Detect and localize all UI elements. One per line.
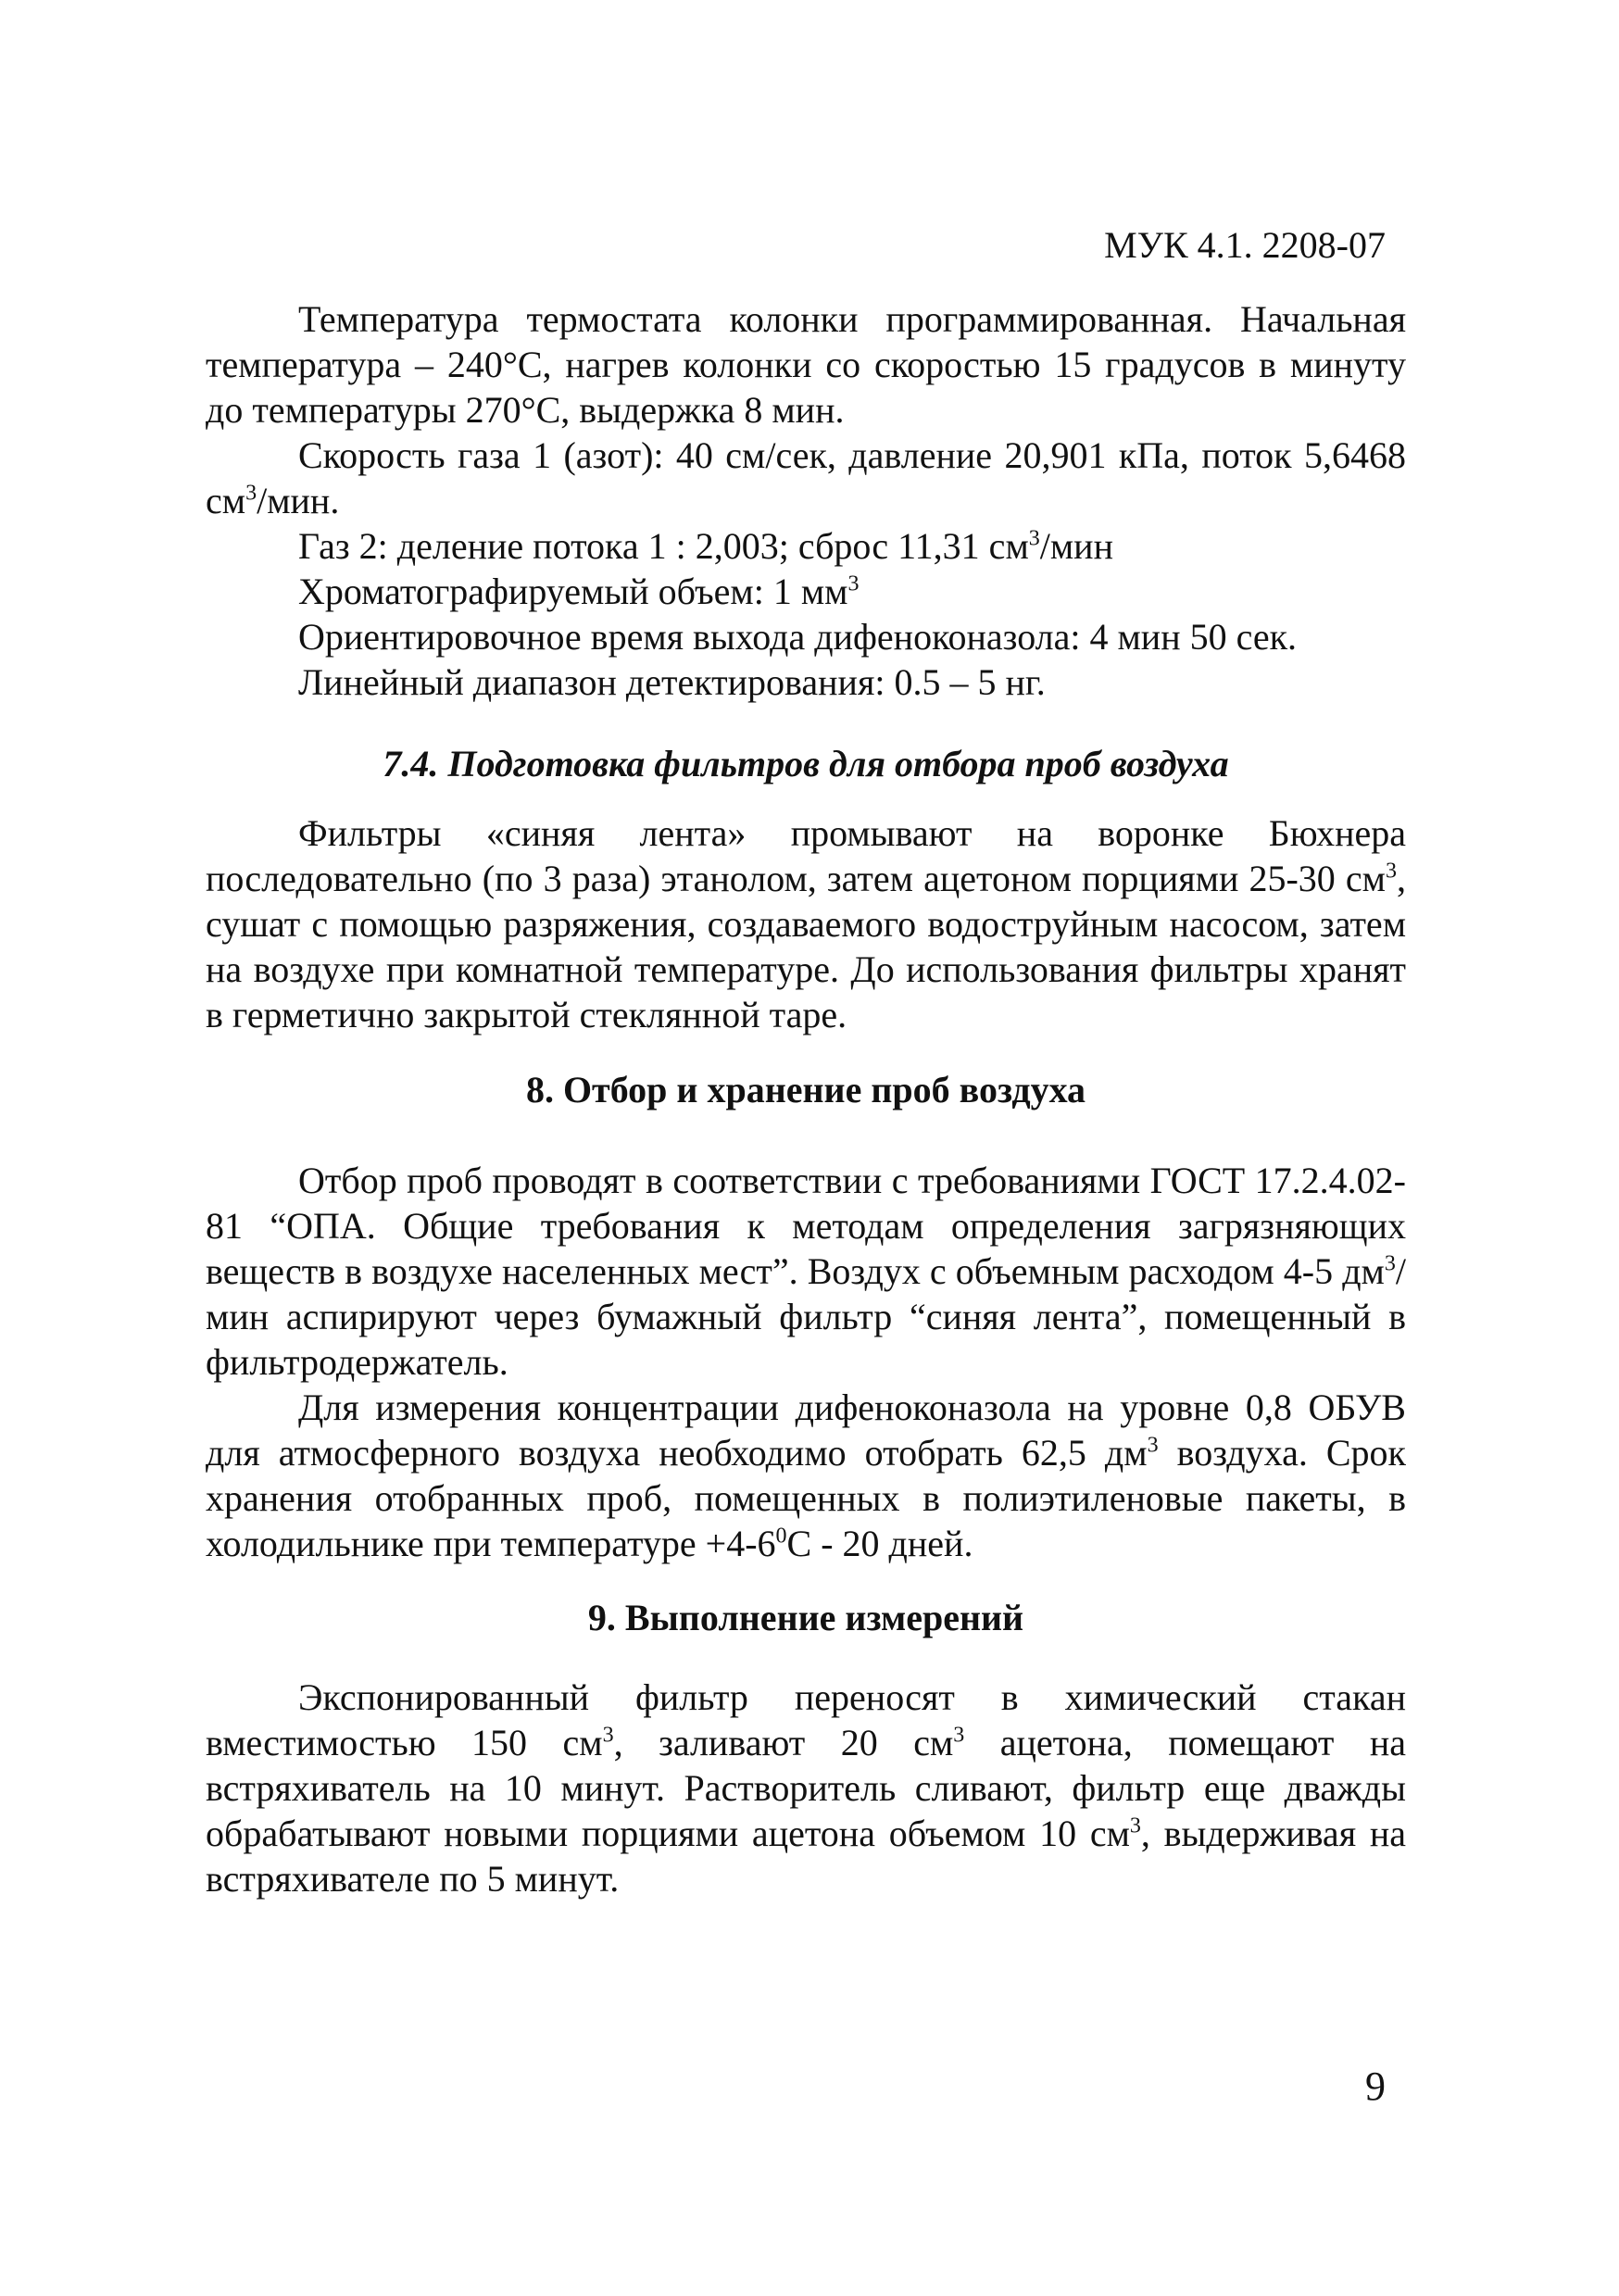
injection-volume-line: Хроматографируемый объем: 1 $мм^3$ (298, 571, 860, 612)
sampling-paragraph: Отбор проб проводят в соответствии с требованиями ГОСТ 17.2.4.02-81 “ОПА. Общие требования к методам определения загрязняющих веществ в воздухе населенных мест”. Воздух с объемным расходом 4-5 $дм^3$/мин аспирируют через бумажный фильтр “синяя лента”, помещенный в фильтродержатель. (206, 1160, 1406, 1383)
document-code: МУК 4.1. 2208-07 (1104, 224, 1386, 266)
gas2-line: Газ 2: деление потока 1 : 2,003; сброс 11,31 $см^3$/мин (298, 525, 1113, 567)
section-8-title: 8. Отбор и хранение проб воздуха (525, 1069, 1086, 1110)
storage-paragraph: Для измерения концентрации дифеноконазола на уровне 0,8 ОБУВ для атмосферного воздуха необходимо отобрать 62,5 $дм^3$ воздуха. Срок хранения отобранных проб, помещенных в полиэтиленовые пакеты, в холодильнике при температуре $+4-6^0С - 20$ дней. (206, 1386, 1406, 1564)
gas1-paragraph: Скорость газа 1 (азот): 40 см/сек, давление 20,901 кПа, поток 5,6468 $см^3$/мин. (206, 434, 1406, 521)
page-number: 9 (1365, 2064, 1386, 2109)
section-9-title: 9. Выполнение измерений (587, 1597, 1024, 1638)
retention-time-line: Ориентировочное время выхода дифеноконазола: 4 мин 50 сек. (298, 616, 1298, 658)
temperature-paragraph: Температура термостата колонки программированная. Начальная температура – 240°С, нагрев колонки со скоростью 15 градусов в минуту до температуры 270°С, выдержка 8 мин. (206, 298, 1406, 431)
filter-prep-paragraph: Фильтры «синяя лента» промывают на воронке Бюхнера последовательно (по 3 раза) этанолом, затем ацетоном порциями 25-30 $см^3$, сушат с помощью разряжения, создаваемого водоструйным насосом, затем на воздухе при комнатной температуре. До использования фильтры хранят в герметично закрытой стеклянной таре. (206, 812, 1406, 1035)
section-8-body (206, 1158, 1406, 1566)
chromatography-conditions (206, 296, 1406, 705)
linear-range-line: Линейный диапазон детектирования: 0.5 – 5 нг. (298, 661, 1046, 703)
measurement-paragraph: Экспонированный фильтр переносят в химический стакан вместимостью 150 $см^3$, заливают 20 $см^3$ ацетона, помещают на встряхиватель на 10 минут. Растворитель сливают, фильтр еще дважды обрабатывают новыми порциями ацетона объемом 10 $см^3$, выдерживая на встряхивателе по 5 минут. (206, 1676, 1406, 1900)
section-9-body (206, 1675, 1406, 1901)
section-7-4-title: 7.4. Подготовка фильтров для отбора проб воздуха (383, 743, 1229, 784)
section-7-4-body (206, 810, 1406, 1037)
